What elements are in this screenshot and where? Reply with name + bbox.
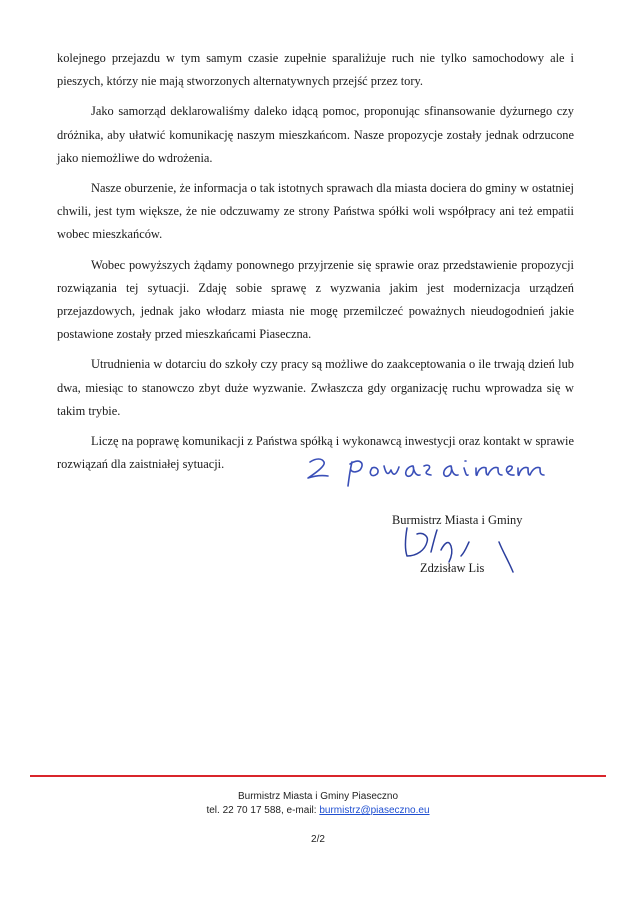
signature-name: Zdzisław Lis bbox=[420, 561, 485, 575]
paragraph: Liczę na poprawę komunikacji z Państwa spółką i wykonawcą inwestycji oraz kontakt w sprawie rozwiązań dla zaistniałej sytuacji. bbox=[57, 434, 574, 472]
footer-contact bbox=[0, 804, 636, 818]
paragraph: Jako samorząd deklarowaliśmy daleko idącą pomoc, proponując sfinansowanie dyżurnego czy dróżnika, aby ułatwić komunikację naszym mieszkańcom. Nasze propozycje zostały jednak odrzucone jako niemożliwe do wdrożenia. bbox=[57, 104, 574, 165]
footer-contact-text: tel. 22 70 17 588, e-mail: bbox=[206, 805, 320, 816]
paragraph: Nasze oburzenie, że informacja o tak istotnych sprawach dla miasta dociera do gminy w ostatniej chwili, jest tym większe, że nie odczuwamy ze strony Państwa spółki woli współpracy ani też empatii wobec mieszkańców. bbox=[57, 181, 574, 242]
page-number: 2/2 bbox=[311, 834, 325, 845]
footer-divider bbox=[30, 775, 606, 777]
footer-email-link[interactable]: burmistrz@piaseczno.eu bbox=[319, 805, 430, 816]
paragraph: kolejnego przejazdu w tym samym czasie zupełnie sparaliżuje ruch nie tylko samochodowy ale i pieszych, którzy nie mają stworzonych alternatywnych przejść przez tory. bbox=[57, 51, 574, 89]
paragraph: Utrudnienia w dotarciu do szkoły czy pracy są możliwe do zaakceptowania o ile trwają dzień lub dwa, miesiąc to stanowczo zbyt duże wyzwanie. Zwłaszcza gdy organizację ruchu wprowadza się w takim trybie. bbox=[57, 357, 574, 418]
signature-title: Burmistrz Miasta i Gminy bbox=[392, 513, 523, 527]
footer bbox=[0, 790, 636, 818]
footer-office: Burmistrz Miasta i Gminy Piaseczno bbox=[237, 791, 399, 802]
letter-body bbox=[57, 47, 574, 483]
handwritten-closing bbox=[300, 448, 550, 488]
paragraph: Wobec powyższych żądamy ponownego przyjrzenie się sprawie oraz przedstawienie propozycji rozwiązania tej sytuacji. Zdaję sobie sprawę z wyzwania jakim jest modernizacja urządzeń przejazdowych, jednak jako włodarz miasta nie mogę przemilczeć poważnych nieudogodnień jakie postawione zostały przed mieszkańcami Piaseczna. bbox=[57, 257, 574, 342]
